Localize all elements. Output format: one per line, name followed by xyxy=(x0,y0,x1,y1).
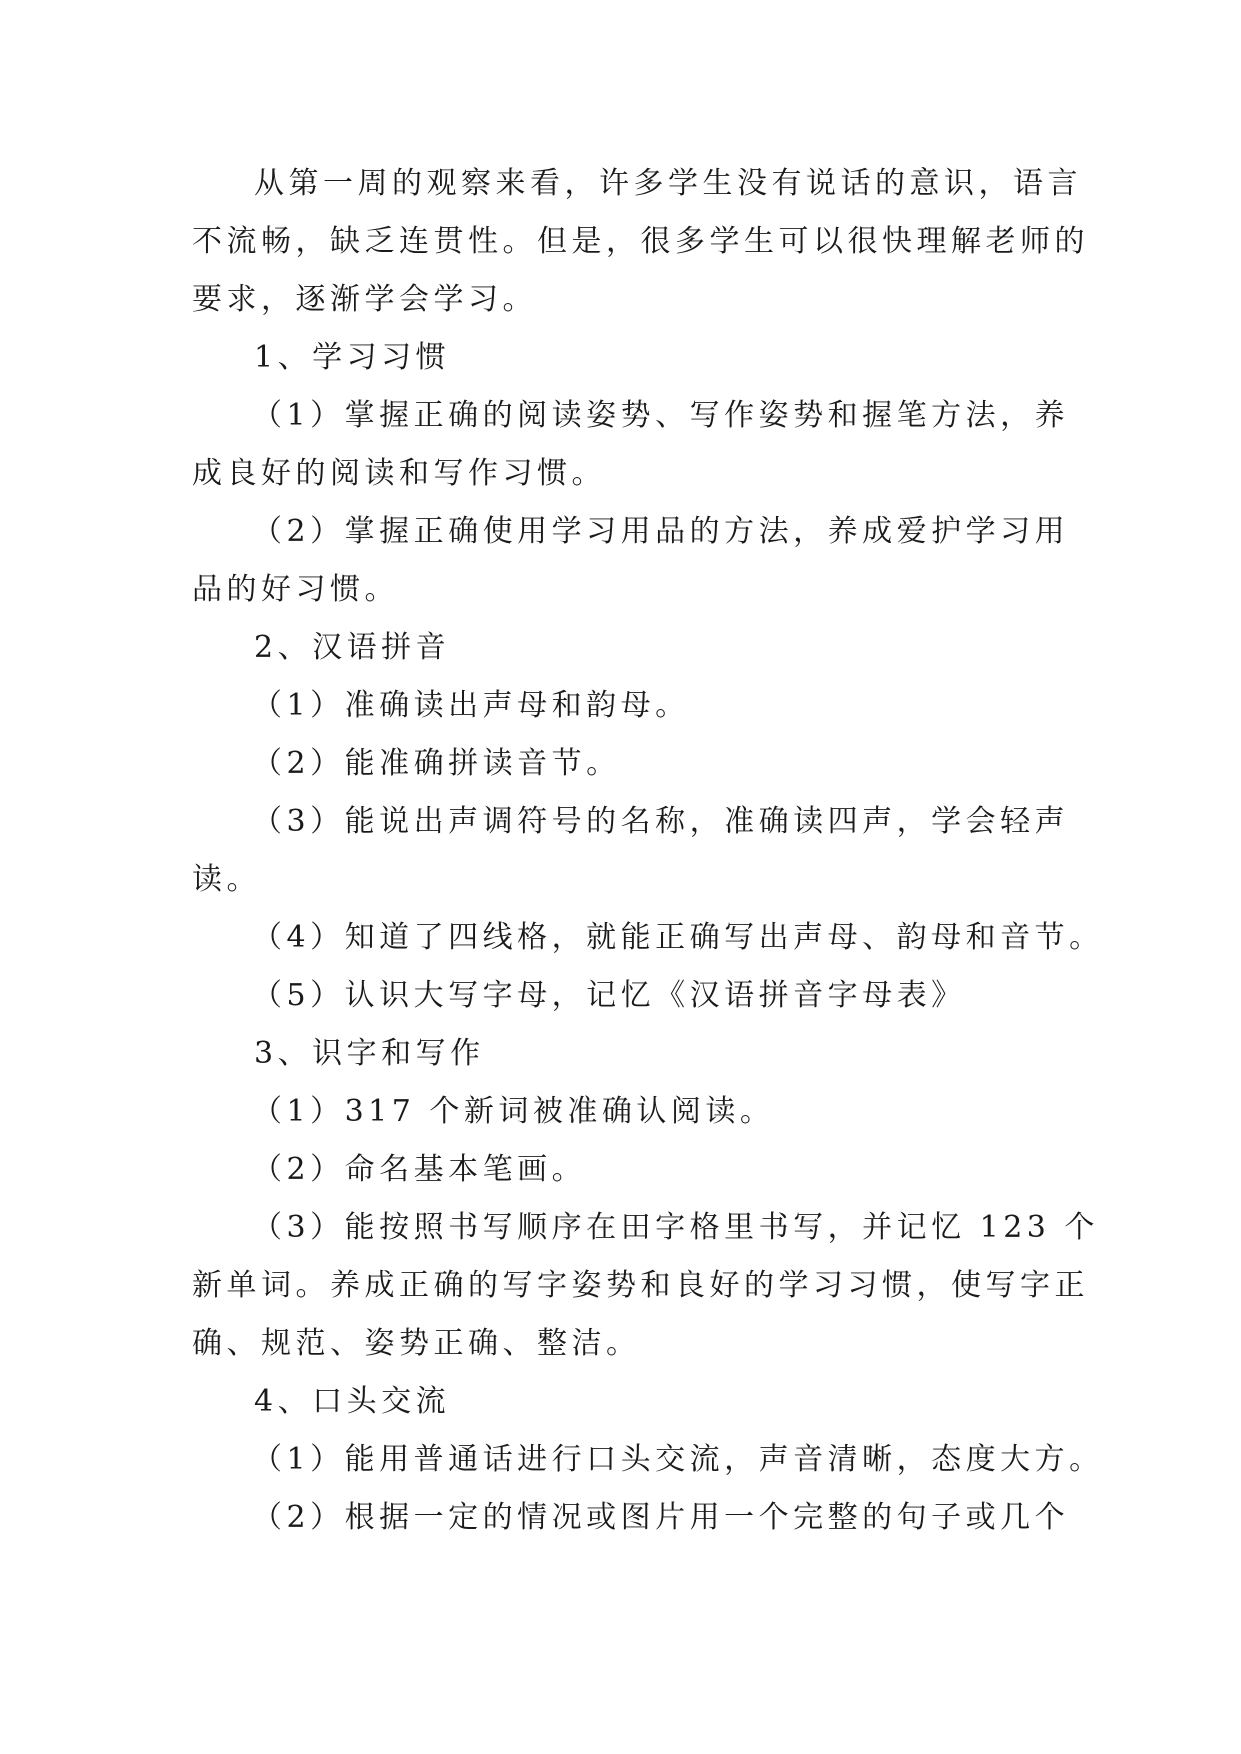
paragraph-line: 从第一周的观察来看，许多学生没有说话的意识，语言 xyxy=(254,166,1082,201)
list-item-continuation: 品的好习惯。 xyxy=(192,572,399,607)
list-item-continuation: 确、规范、姿势正确、整洁。 xyxy=(192,1326,641,1361)
list-item: （1）317 个新词被准确认阅读。 xyxy=(252,1094,775,1129)
list-item: （2）能准确拼读音节。 xyxy=(252,746,621,781)
list-item: （3）能按照书写顺序在田字格里书写，并记忆 123 个 xyxy=(252,1210,1099,1245)
paragraph-line: 要求，逐渐学会学习。 xyxy=(192,282,537,317)
list-item: （3）能说出声调符号的名称，准确读四声，学会轻声 xyxy=(252,804,1070,839)
document-body xyxy=(192,155,1104,1547)
list-item-continuation: 新单词。养成正确的写字姿势和良好的学习习惯，使写字正 xyxy=(192,1268,1089,1303)
list-item: （2）根据一定的情况或图片用一个完整的句子或几个 xyxy=(252,1500,1070,1535)
section-heading: 3、识字和写作 xyxy=(254,1036,485,1071)
list-item-continuation: 读。 xyxy=(192,862,261,897)
list-item: （1）掌握正确的阅读姿势、写作姿势和握笔方法，养 xyxy=(252,398,1070,433)
list-item: （5）认识大写字母，记忆《汉语拼音字母表》 xyxy=(252,978,966,1013)
list-item: （1）能用普通话进行口头交流，声音清晰，态度大方。 xyxy=(252,1442,1104,1477)
list-item: （1）准确读出声母和韵母。 xyxy=(252,688,690,723)
section-heading: 4、口头交流 xyxy=(254,1384,451,1419)
paragraph-line: 不流畅，缺乏连贯性。但是，很多学生可以很快理解老师的 xyxy=(192,224,1089,259)
list-item-continuation: 成良好的阅读和写作习惯。 xyxy=(192,456,606,491)
section-heading: 2、汉语拼音 xyxy=(254,630,451,665)
list-item: （2）命名基本笔画。 xyxy=(252,1152,587,1187)
list-item: （2）掌握正确使用学习用品的方法，养成爱护学习用 xyxy=(252,514,1070,549)
section-heading: 1、学习习惯 xyxy=(254,340,451,375)
list-item: （4）知道了四线格，就能正确写出声母、韵母和音节。 xyxy=(252,920,1104,955)
